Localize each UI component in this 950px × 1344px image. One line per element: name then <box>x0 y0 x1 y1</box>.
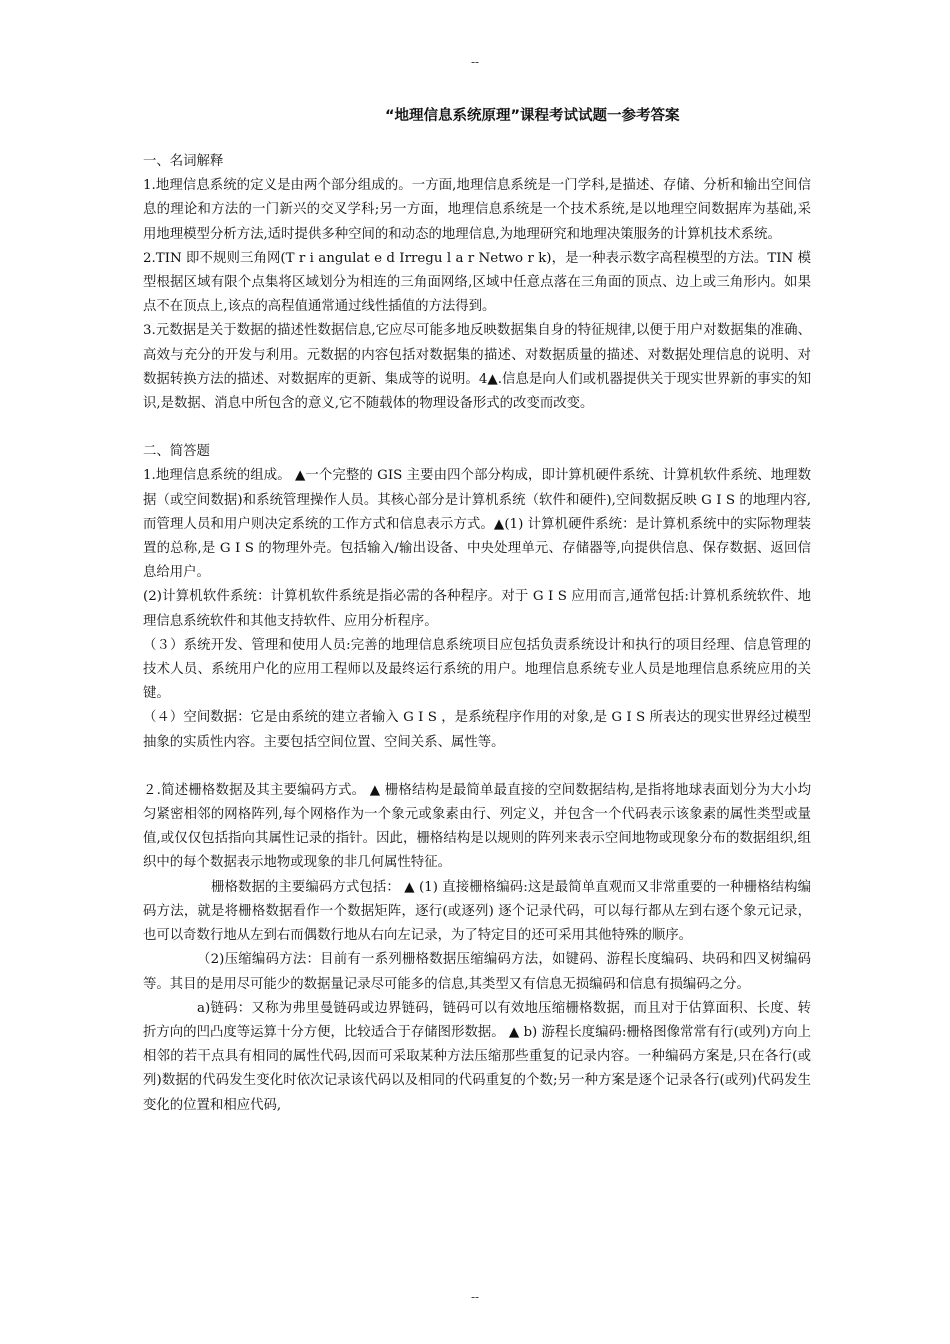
section-gap <box>143 755 811 779</box>
section-2-heading: 二、简答题 <box>143 444 210 460</box>
raster-encoding-methods: 栅格数据的主要编码方式包括： ▲ (1) 直接栅格编码:这是最简单直观而又非常重要的一种栅格结构编码方法，就是将栅格数据看作一个数据矩阵，逐行(或逐列) 逐个记录代码，可以每行都从左到右逐个象元记录，也可以奇数行地从左到右而偶数行地从右向左记录，为了特定目的还可采用其他特殊的顺序。 <box>143 879 811 944</box>
section-2-paragraph-4: （４）空间数据：它是由系统的建立者输入 G I S ，是系统程序作用的对象,是 G I S 所表达的现实世界经过模型抽象的实质性内容。主要包括空间位置、空间关系、属性等。 <box>143 710 811 750</box>
chain-code-run-length: a)链码：又称为弗里曼链码或边界链码，链码可以有效地压缩栅格数据，而且对于估算面积、长度、转折方向的凹凸度等运算十分方便，比较适合于存储图形数据。 ▲ b) 游程长度编码:栅格图像常常有行(或列)方向上相邻的若干点具有相同的属性代码,因而可采取某种方法压缩那些重复的记录内容。一种编码方案是,只在各行(或列)数据的代码发生变化时依次记录该代码以及相同的代码重复的个数;另一种方案是逐个记录各行(或列)代码发生变化的位置和相应代码, <box>143 1000 811 1113</box>
section-1-paragraph-1: 1.地理信息系统的定义是由两个部分组成的。一方面,地理信息系统是一门学科,是描述、存储、分析和输出空间信息的理论和方法的一门新兴的交叉学科;另一方面，地理信息系统是一个技术系统,是以地理空间数据库为基础,采用地理模型分析方法,适时提供多种空间的和动态的地理信息,为地理研究和地理决策服务的计算机技术系统。 <box>143 178 811 242</box>
section-2-paragraph-2: (2)计算机软件系统：计算机软件系统是指必需的各种程序。对于 G I S 应用而言,通常包括:计算机系统软件、地理信息系统软件和其他支持软件、应用分析程序。 <box>143 589 811 629</box>
section-2-paragraph-3: （３）系统开发、管理和使用人员:完善的地理信息系统项目应包括负责系统设计和执行的项目经理、信息管理的技术人员、系统用户化的应用工程师以及最终运行系统的用户。地理信息系统专业人员是地理信息系统应用的关键。 <box>143 637 811 702</box>
raster-question: ２.简述栅格数据及其主要编码方式。 ▲ 栅格结构是最简单最直接的空间数据结构,是指将地球表面划分为大小均匀紧密相邻的网格阵列,每个网格作为一个象元或象素由行、列定义，并包含一个代码表示该象素的属性类型或量值,或仅仅包括指向其属性记录的指针。因此，栅格结构是以规则的阵列来表示空间地物或现象分布的数据组织,组织中的每个数据表示地物或现象的非几何属性特征。 <box>143 782 811 871</box>
section-1-heading: 一、名词解释 <box>143 154 224 169</box>
document-title: “地理信息系统原理”课程考试试题一参考答案 <box>385 108 680 124</box>
section-2-paragraph-1: 1.地理信息系统的组成。 ▲一个完整的 GIS 主要由四个部分构成，即计算机硬件系统、计算机软件系统、地理数据（或空间数据)和系统管理操作人员。其核心部分是计算机系统（软件和硬件),空间数据反映 G I S 的地理内容,而管理人员和用户则决定系统的工作方式和信息表示方式。▲(1) 计算机硬件系统：是计算机系统中的实际物理装置的总称,是 G I S 的物理外壳。包括输入/输出设备、中央处理单元、存储器等,向提供信息、保存数据、返回信息给用户。 <box>143 468 811 581</box>
header-marker: -- <box>470 55 480 69</box>
footer-marker: -- <box>470 1290 480 1304</box>
section-gap <box>143 416 811 440</box>
section-1-paragraph-3: 3.元数据是关于数据的描述性数据信息,它应尽可能多地反映数据集自身的特征规律,以便于用户对数据集的准确、高效与充分的开发与利用。元数据的内容包括对数据集的描述、对数据质量的描述、对数据处理信息的说明、对数据转换方法的描述、对数据库的更新、集成等的说明。4▲.信息是向人们或机器提供关于现实世界新的事实的知识,是数据、消息中所包含的意义,它不随载体的物理设备形式的改变而改变。 <box>143 323 811 412</box>
compression-encoding: （2)压缩编码方法：目前有一系列栅格数据压缩编码方法，如键码、游程长度编码、块码和四叉树编码等。其目的是用尽可能少的数据量记录尽可能多的信息,其类型又有信息无损编码和信息有损编码之分。 <box>143 952 811 992</box>
section-1-paragraph-2: 2.TIN 即不规则三角网(T r i angulat e d Irregu l a r Netwo r k)，是一种表示数字高程模型的方法。TIN 模型根据区域有限个点集将区域划分为相连的三角面网络,区域中任意点落在三角面的顶点、边上或三角形内。如果点不在顶点上,该点的高程值通常通过线性插值的方法得到。 <box>143 250 811 315</box>
document-body <box>143 150 811 1118</box>
